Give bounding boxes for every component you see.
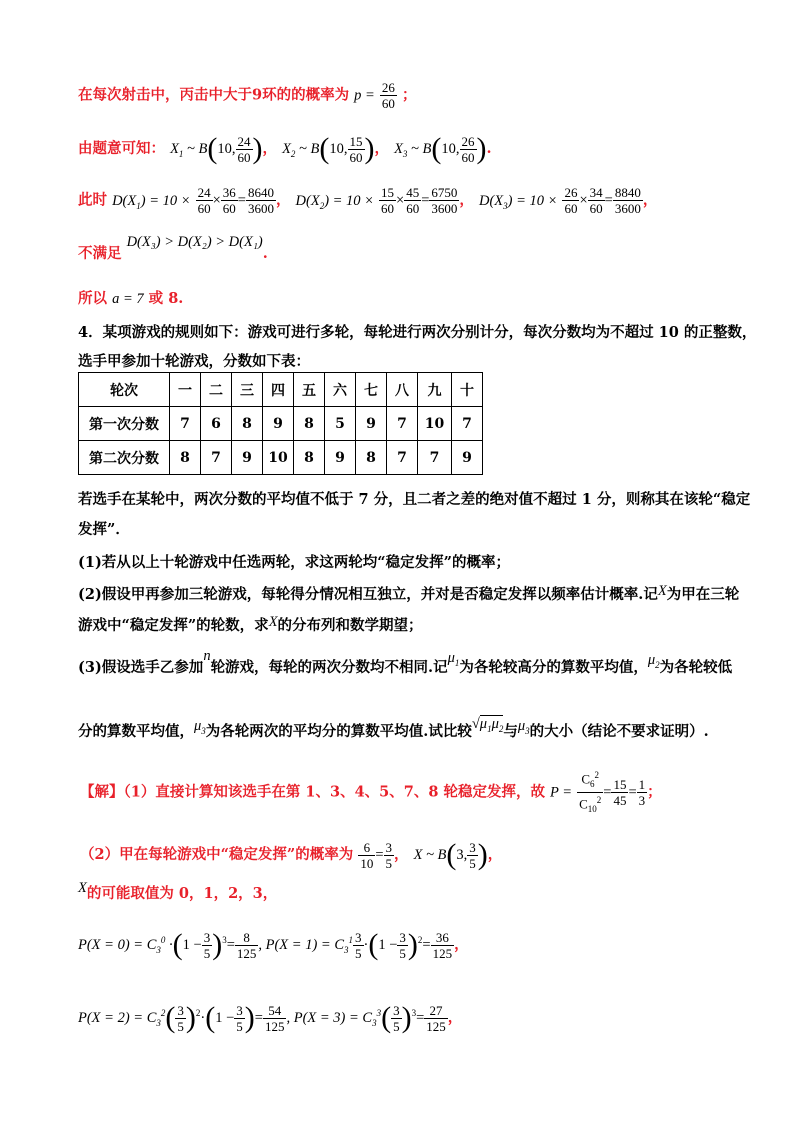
variance-x2: $D(X_2) = 10$ ×: [295, 192, 374, 211]
variance-x1: $D(X_1) = 10$ ×: [112, 192, 191, 211]
solution-text: 此时: [78, 191, 107, 209]
binomial-x: X ~ B: [413, 847, 447, 863]
solution-4-part-3: X的可能取值为 0，1，2，3，: [78, 880, 278, 902]
inequality: D(X₃) > D(X₂) > D(X₁): [126, 234, 263, 250]
table-row: 第一次分数 7 6 8 9 8 5 9 7 10 7: [79, 407, 483, 441]
solution-line-1: 在每次射击中，丙击中大于9环的的概率为 p = $\frac{26}{60}$ ；: [78, 80, 417, 111]
solution-text: 由题意可知：: [78, 140, 165, 157]
question-2-line-1: (2)假设甲再参加三轮游戏，每轮得分情况相互独立，并对是否稳定发挥以频率估计概率.记X为甲在三轮: [78, 583, 740, 603]
math-mu2: $\mu_2$: [647, 652, 660, 670]
binomial-x2: $X_2$ ~ B: [282, 141, 320, 159]
problem-condition-1: 若选手在某轮中，两次分数的平均值不低于 7 分，且二者之差的绝对值不超过 1 分，则称其在该轮“稳定: [78, 491, 751, 508]
probability-line-1: $P(X = 0) = C_3^0 \cdot(1$ − $\frac{3}{5}$ )$^3$= $\frac{8}{125}$ , $P(X = 1) = C_3^1$ $\frac{3}{5}$ ·(1 − $\frac{3}{5}$ )$^2$= $\frac{36}{125}$ ，: [78, 928, 469, 961]
solution-4-part-1: 【解】（1）直接计算知该选手在第 1、3、4、5、7、8 轮稳定发挥，故 P = $\frac{C_6^2}{C_{10}^2}$ = $\frac{15}{45}$ = $\frac{1}{3}$ ；: [80, 770, 662, 814]
table-header-row: 轮次 一 二 三 四 五 六 七 八 九 十: [79, 373, 483, 407]
problem-stem-2: 选手甲参加十轮游戏，分数如下表：: [78, 353, 310, 370]
math-a: a = 7: [112, 291, 144, 307]
solution-line-5: 所以 a = 7 或 8.: [78, 290, 184, 307]
probability-formula: P =: [550, 784, 573, 801]
math-mu3: $\mu_3$: [194, 718, 206, 736]
solution-line-3: 此时 $D(X_1) = 10$ × $\frac{24}{60}$ × $\frac{36}{60}$ = $\frac{8640}{3600}$ ， $D(X_2) = 10$ × $\frac{15}{60}$ × $\frac{45}{60}$ = $\frac{6750}{3600}$ ， $D(X_3) = 10$ × $\frac{26}{60}$ × $\frac{34}{60}$ = $\frac{8840}{3600}$ ，: [78, 185, 658, 216]
score-table: [78, 372, 483, 475]
solution-4-part-2: （2）甲在每轮游戏中“稳定发挥”的概率为 $\frac{6}{10}$ = $\frac{3}{5}$ ， X ~ B(3, $\frac{3}{5}$ )，: [80, 838, 503, 871]
binomial-x1: $X_1$ ~ B: [170, 141, 208, 159]
question-1: (1)若从以上十轮游戏中任选两轮，求这两轮均“稳定发挥”的概率；: [78, 554, 510, 571]
solution-text: 不满足: [78, 245, 122, 262]
solution-tag: 【解】: [80, 783, 124, 801]
solution-line-2: 由题意可知： $X_1$ ~ B(10, $\frac{24}{60}$ )， $X_2$ ~ B(10, $\frac{15}{60}$ )， $X_3$ ~ B(10, $\frac{26}{60}$ ).: [78, 132, 492, 165]
probability-line-2: $P(X = 2) = C_3^2$( $\frac{3}{5}$ )$^2$·(1 − $\frac{3}{5}$ )= $\frac{54}{125}$ , $P(X = 3) = C_3^3$( $\frac{3}{5}$ )$^3$= $\frac{27}{125}$ ，: [78, 1001, 463, 1034]
variance-x3: $D(X_3) = 10$ ×: [478, 192, 558, 211]
table-row: 第二次分数 8 7 9 10 8 9 8 7 7 9: [79, 441, 483, 475]
question-2-line-2: 游戏中“稳定发挥”的轮数，求X的分布列和数学期望；: [78, 614, 423, 634]
problem-condition-2: 发挥”．: [78, 521, 130, 538]
question-3-line-2: 分的算数平均值，$\mu_3$为各轮两次的平均分的算数平均值.试比较$√\mu_1\mu_2$与$\mu_3$的大小（结论不要求证明）.: [78, 716, 709, 740]
binomial-x3: $X_3$ ~ B: [394, 141, 432, 159]
solution-line-4: 不满足 D(X₃) > D(X₂) > D(X₁).: [78, 234, 268, 262]
math-sqrt: $√\mu_1\mu_2$: [471, 716, 504, 734]
question-3-line-1: (3)假设选手乙参加n轮游戏，每轮的两次分数均不相同.记$\mu_1$为各轮较高分的算数平均值，$\mu_2$为各轮较低: [78, 648, 733, 676]
fraction: $\frac{26}{60}$: [381, 80, 395, 111]
math-mu1: $\mu_1$: [447, 650, 460, 668]
math-mu3: $\mu_3$: [517, 718, 530, 736]
solution-text: 在每次射击中，丙击中大于9环的的概率为: [78, 86, 350, 104]
problem-stem-1: 4．某项游戏的规则如下：游戏可进行多轮，每轮进行两次分别计分，每次分数均为不超过 10 的正整数，: [78, 324, 757, 341]
math-p: p =: [354, 87, 375, 104]
